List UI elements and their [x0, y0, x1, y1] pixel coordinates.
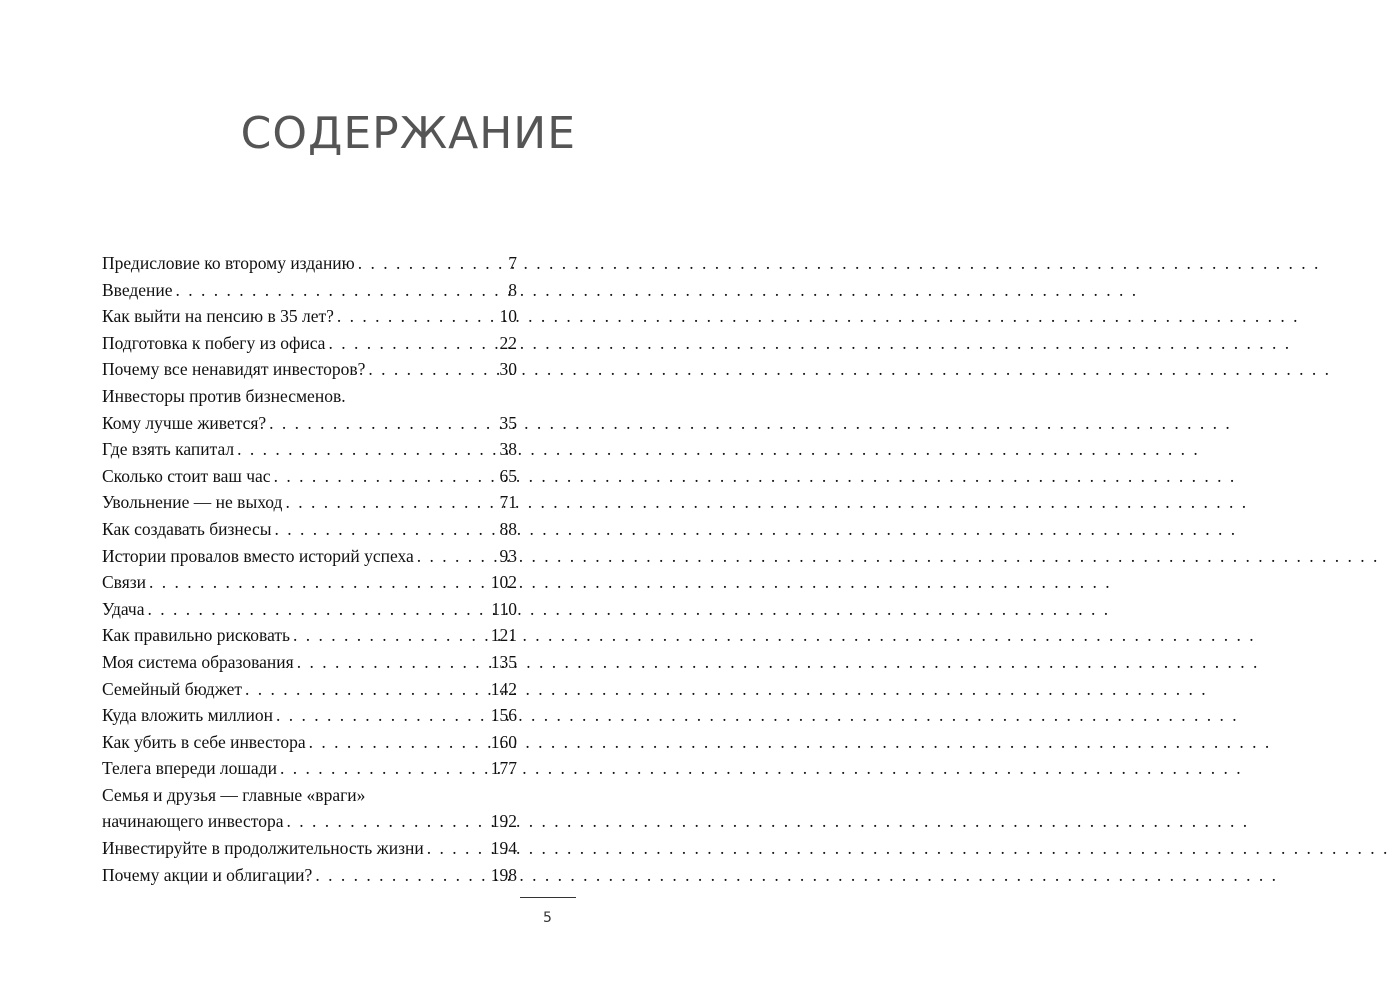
- toc-dot-leader: [358, 250, 505, 277]
- toc-entry-page: 110: [491, 598, 517, 619]
- toc-dot-leader: [315, 862, 487, 889]
- toc-entry-title: Куда вложить миллион: [102, 705, 273, 726]
- toc-dot-leader: [368, 356, 496, 383]
- toc-entry[interactable]: [102, 622, 517, 649]
- toc-entry-title: Введение: [102, 279, 173, 300]
- toc-entry[interactable]: [102, 516, 517, 543]
- toc-entry[interactable]: [102, 436, 517, 463]
- toc-entry[interactable]: [102, 489, 517, 516]
- toc-entry-page: 194: [490, 838, 517, 859]
- toc-entry-page: 35: [499, 412, 517, 433]
- toc-entry[interactable]: [102, 277, 517, 304]
- toc-entry-title: Семейный бюджет: [102, 678, 242, 699]
- toc-entry[interactable]: [102, 862, 517, 889]
- toc-dot-leader: [269, 410, 496, 437]
- toc-entry-page: 156: [490, 705, 517, 726]
- toc-entry-title: Увольнение — не выход: [102, 492, 283, 513]
- toc-entry-page: 93: [499, 545, 517, 566]
- toc-entry-page: 160: [490, 731, 517, 752]
- toc-entry[interactable]: [102, 596, 517, 623]
- toc-entry-page: 71: [499, 492, 517, 513]
- toc-entry-page: 65: [499, 465, 517, 486]
- toc-entry-page: 198: [490, 864, 517, 885]
- toc-entry-title: Удача: [102, 598, 145, 619]
- toc-entry-title: Где взять капитал: [102, 439, 235, 460]
- toc-entry[interactable]: [102, 782, 517, 835]
- toc-entry[interactable]: [102, 330, 517, 357]
- toc-entry-title: Предисловие ко второму изданию: [102, 253, 355, 273]
- toc-entry-page: 192: [490, 811, 517, 832]
- toc-entry-title: Сколько стоит ваш час: [102, 465, 271, 486]
- toc-entry-page: 142: [490, 678, 517, 699]
- toc-dot-leader: [309, 729, 488, 756]
- toc-dot-leader: [275, 516, 497, 543]
- toc-entry[interactable]: [102, 676, 517, 703]
- toc-entry-title: Как создавать бизнесы: [102, 518, 272, 539]
- toc-dot-leader: [417, 543, 497, 570]
- toc-dot-leader: [147, 596, 488, 623]
- toc-dot-leader: [276, 702, 488, 729]
- toc-entry[interactable]: [102, 649, 517, 676]
- footer-rule: [520, 897, 576, 898]
- toc-entry[interactable]: [102, 356, 517, 383]
- toc-entry[interactable]: [102, 463, 517, 490]
- toc-entry-page: 177: [490, 758, 517, 779]
- toc-entry-page: 135: [490, 651, 517, 672]
- toc-entry-page: 30: [499, 359, 517, 380]
- page-number: 5: [543, 910, 552, 926]
- toc-dot-leader: [176, 277, 506, 304]
- toc-dot-leader: [328, 330, 496, 357]
- toc-entry-page: 22: [499, 332, 517, 353]
- toc-dot-leader: [285, 489, 496, 516]
- toc-entry-title-prefix: Инвесторы против бизнесменов.: [102, 385, 346, 406]
- toc-entry-title: Подготовка к побегу из офиса: [102, 332, 326, 353]
- toc-entry-page: 10: [499, 306, 517, 327]
- toc-entry[interactable]: [102, 835, 517, 862]
- toc-entry-title: Как убить в себе инвестора: [102, 731, 306, 752]
- toc-entry[interactable]: [102, 543, 517, 570]
- toc-entry[interactable]: [102, 755, 517, 782]
- toc-entry-page: 88: [499, 518, 517, 539]
- toc-entry-title: Как выйти на пенсию в 35 лет?: [102, 306, 334, 327]
- toc-dot-leader: [427, 835, 488, 862]
- page-title: СОДЕРЖАНИЕ: [240, 108, 576, 159]
- toc-dot-leader: [280, 755, 488, 782]
- toc-entry[interactable]: [102, 250, 517, 277]
- toc-dot-leader: [149, 569, 488, 596]
- toc-entry-title: Истории провалов вместо историй успеха: [102, 545, 414, 566]
- toc-entry-title: Моя система образования: [102, 651, 294, 672]
- toc-entry-title: Почему все ненавидят инвесторов?: [102, 359, 366, 380]
- toc-dot-leader: [245, 676, 488, 703]
- toc-dot-leader: [286, 808, 487, 835]
- toc-entry-title: Как правильно рисковать: [102, 625, 291, 646]
- toc-entry[interactable]: [102, 569, 517, 596]
- toc-dot-leader: [237, 436, 496, 463]
- toc-dot-leader: [274, 463, 497, 490]
- toc-entry-title-prefix: Семья и друзья — главные «враги»: [102, 784, 366, 805]
- toc-entry-title: Почему акции и облигации?: [102, 864, 313, 885]
- toc-entry-page: 121: [490, 625, 517, 646]
- toc-dot-leader: [337, 303, 497, 330]
- toc-entry-page: 7: [508, 253, 517, 273]
- toc-entry-title: Связи: [102, 572, 147, 593]
- toc-entry[interactable]: [102, 702, 517, 729]
- toc-entry-page: 38: [499, 439, 517, 460]
- table-of-contents: [102, 250, 517, 888]
- toc-entry-title: Инвестируйте в продолжительность жизни: [102, 838, 424, 859]
- toc-entry-page: 8: [508, 279, 517, 300]
- toc-entry[interactable]: [102, 303, 517, 330]
- toc-entry-page: 102: [490, 572, 517, 593]
- toc-dot-leader: [293, 622, 488, 649]
- toc-entry-title: Телега впереди лошади: [102, 758, 277, 779]
- toc-entry-title: начинающего инвестора: [102, 811, 284, 832]
- toc-dot-leader: [297, 649, 488, 676]
- toc-entry-title: Кому лучше живется?: [102, 412, 267, 433]
- toc-entry[interactable]: [102, 729, 517, 756]
- toc-entry[interactable]: [102, 383, 517, 436]
